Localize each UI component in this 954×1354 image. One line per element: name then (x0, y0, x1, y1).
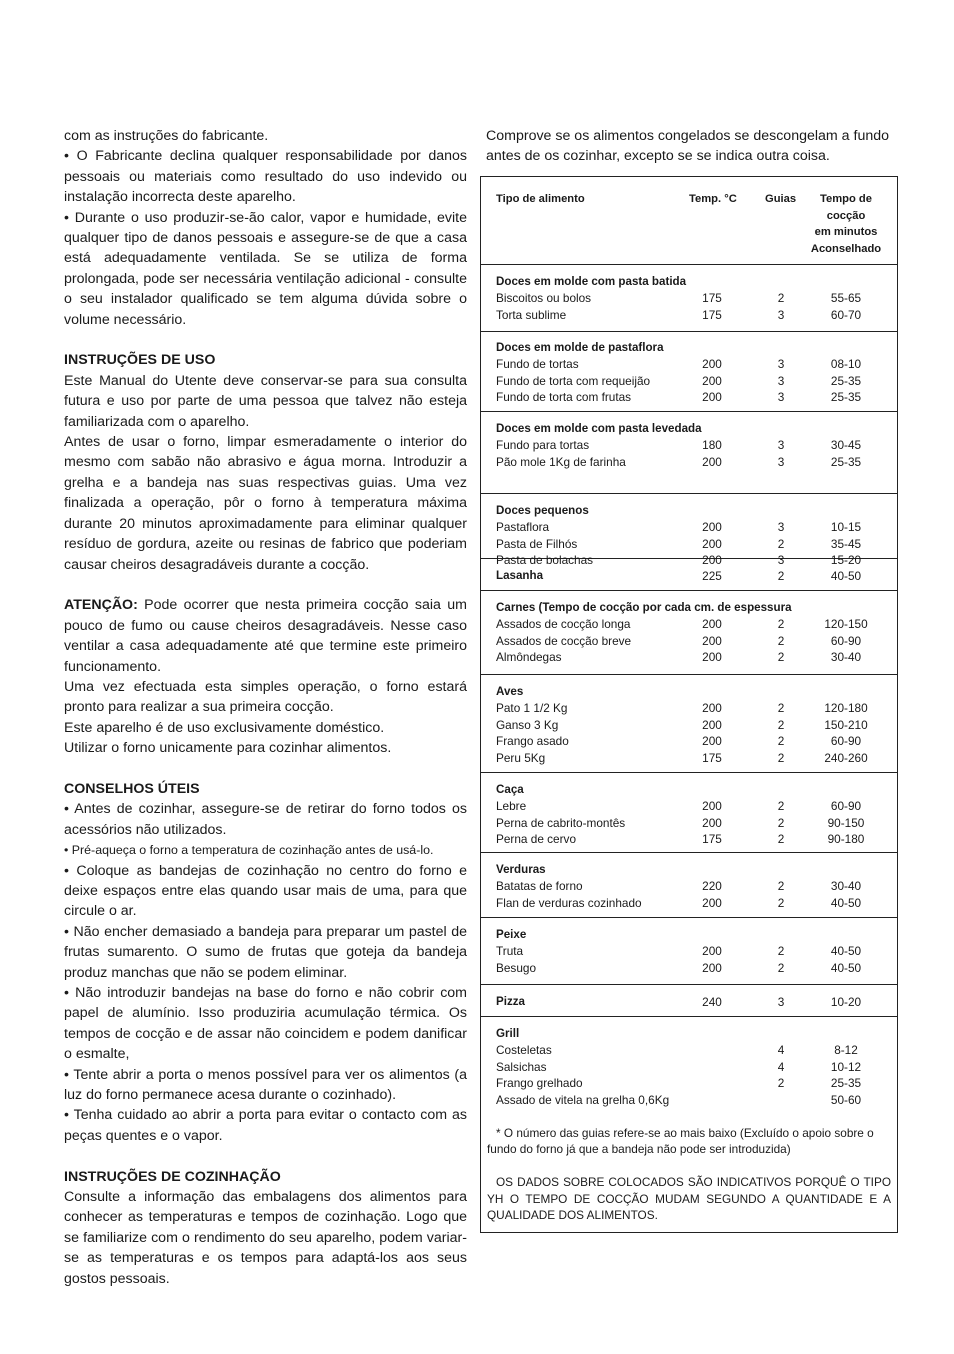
tip-item: • Tente abrir a porta o menos possível para ver os alimentos (a luz do forno permanece acesa durante o cozinhado). (64, 1066, 467, 1104)
cell-time: 8-12 (834, 1043, 858, 1058)
table-row (481, 815, 897, 831)
cell-guides: 2 (777, 617, 785, 632)
table-group (481, 985, 897, 1017)
cell-time: 60-90 (830, 734, 862, 749)
header-food-type: Tipo de alimento (496, 193, 585, 205)
cell-guides: 4 (777, 1043, 785, 1058)
cell-temperature: 200 (702, 815, 722, 830)
cell-temperature: 175 (702, 291, 722, 306)
cell-temperature: 200 (702, 650, 722, 665)
table-row (481, 536, 897, 552)
table-row (481, 733, 897, 749)
cell-time: 35-45 (830, 536, 862, 551)
cell-time: 30-40 (830, 650, 862, 665)
table-group (481, 412, 897, 494)
cell-food-name: Almôndegas (496, 650, 562, 665)
group-title: Doces pequenos (496, 504, 589, 517)
tip-item: • Antes de cozinhar, assegure-se de retirar do forno todos os acessórios não utilizados. (64, 801, 467, 838)
table-row (481, 1042, 897, 1058)
cell-food-name: Lebre (496, 799, 527, 814)
cell-food-name: Assados de cocção breve (496, 633, 632, 648)
cell-guides: 2 (777, 944, 785, 959)
cell-food-name: Pastaflora (496, 520, 550, 535)
cell-time: 60-70 (830, 307, 862, 322)
table-row (481, 1059, 897, 1075)
paragraph: Este aparelho é de uso exclusivamente doméstico. (64, 719, 385, 736)
group-title: Aves (496, 685, 524, 698)
cell-time: 90-180 (827, 832, 865, 847)
cell-food-name: Batatas de forno (496, 879, 583, 894)
table-row (481, 437, 897, 453)
cell-guides: 3 (777, 307, 785, 322)
cell-temperature: 175 (702, 750, 722, 765)
cell-guides: 2 (777, 717, 785, 732)
cell-temperature: 200 (702, 701, 722, 716)
cell-guides: 3 (777, 995, 785, 1009)
cell-temperature: 200 (702, 357, 722, 372)
footnote: * O número das guias refere-se ao mais baixo (Excluído o apoio sobre o fundo do forno já que a bandeja não pode ser introduzida) (487, 1126, 874, 1157)
cell-food-name: Biscoitos ou bolos (496, 291, 592, 306)
cell-time: 40-50 (830, 960, 862, 975)
cell-food-name: Fundo de tortas (496, 357, 579, 372)
paragraph: Consulte a informação das embalagens dos alimentos para conhecer as temperaturas e tempos de cozinhação. Logo que se familiarize com o rendimento do seu aparelho, podem variar-se as temperaturas e os tempos para adaptá-los aos seus gostos pessoais. (64, 1189, 467, 1287)
table-row (481, 649, 897, 665)
cell-food-name: Fundo de torta com requeijão (496, 373, 651, 388)
cell-temperature: 175 (702, 307, 722, 322)
cell-guides: 2 (777, 750, 785, 765)
attention-text: Pode ocorrer que nesta primeira cocção saia um pouco de fumo ou cause cheiros desagradáveis. Nesse caso ventilar a casa adequadamente até que termine este primeiro funcionamento. (64, 597, 467, 675)
cell-temperature: 200 (702, 633, 722, 648)
cell-time: 25-35 (830, 373, 862, 388)
cell-time: 10-20 (830, 995, 862, 1009)
cell-temperature: 225 (702, 569, 722, 583)
cell-temperature: 200 (702, 960, 722, 975)
cell-guides: 2 (777, 815, 785, 830)
group-title: Grill (496, 1027, 520, 1040)
cell-time: 60-90 (830, 633, 862, 648)
cell-time: 25-35 (830, 1076, 862, 1091)
cell-guides: 2 (777, 291, 785, 306)
table-row (481, 700, 897, 716)
tip-item: • Pré-aqueça o forno a temperatura de cozinhação antes de usá-lo. (64, 843, 434, 858)
section-heading-cozinhacao: INSTRUÇÕES DE COZINHAÇÃO (64, 1168, 281, 1185)
group-title: Caça (496, 783, 524, 796)
cell-time: 40-50 (830, 895, 862, 910)
table-group (481, 591, 897, 675)
cell-food-name: Pasta de bolachas (496, 553, 594, 568)
cell-temperature: 200 (702, 617, 722, 632)
header-time-line: Aconselhado (810, 242, 882, 255)
paragraph: • O Fabricante declina qualquer responsabilidade por danos pessoais ou materiais como resultado do uso indevido ou instalação incorrecta deste aparelho. (64, 148, 467, 206)
cell-food-name: Fundo de torta com frutas (496, 390, 632, 405)
group-title: Doces em molde de pastaflora (496, 341, 664, 354)
cell-guides: 3 (777, 357, 785, 372)
table-row (481, 994, 897, 1010)
group-title: Doces em molde com pasta batida (496, 275, 687, 288)
cell-guides: 4 (777, 1059, 785, 1074)
cell-guides: 2 (777, 895, 785, 910)
cooking-table (480, 176, 898, 1233)
cell-temperature: 200 (702, 799, 722, 814)
table-row (481, 568, 897, 584)
table-intro: Comprove se os alimentos congelados se descongelam a fundo antes de os cozinhar, excepto se se indica outra coisa. (486, 128, 890, 165)
table-row (481, 798, 897, 814)
cell-food-name: Pão mole 1Kg de farinha (496, 454, 626, 469)
table-row (481, 960, 897, 976)
cell-time: 40-50 (830, 944, 862, 959)
cell-time: 25-35 (830, 390, 862, 405)
table-row (481, 831, 897, 847)
group-title: Verduras (496, 863, 546, 876)
group-title: Carnes (Tempo de cocção por cada cm. de espessura (496, 601, 792, 614)
table-group (481, 675, 897, 773)
left-column (64, 126, 467, 1289)
cell-temperature: 200 (702, 373, 722, 388)
tip-item: • Coloque as bandejas de cozinhação no centro do forno e deixe espaços entre elas quando usar mais de uma, para que circule o ar. (64, 862, 467, 920)
table-row (481, 895, 897, 911)
header-time-line: em minutos (814, 226, 878, 238)
cell-time: 50-60 (830, 1092, 862, 1107)
cell-time: 120-180 (824, 701, 868, 716)
table-row (481, 519, 897, 535)
cell-food-name: Pato 1 1/2 Kg (496, 701, 568, 716)
cell-temperature: 200 (702, 553, 722, 568)
cell-temperature: 240 (702, 995, 722, 1009)
table-group (481, 559, 897, 591)
tip-item: • Não encher demasiado a bandeja para preparar um pastel de frutas sumarento. O sumo de frutas que goteja da bandeja produz manchas que não se podem eliminar. (64, 923, 467, 981)
group-title: Pizza (496, 995, 525, 1008)
cell-guides: 2 (777, 633, 785, 648)
cell-guides: 3 (777, 454, 785, 469)
cell-food-name: Perna de cabrito-montês (496, 815, 626, 830)
table-notes (487, 1125, 891, 1223)
group-title: Lasanha (496, 569, 544, 582)
attention-paragraph (64, 595, 467, 677)
cell-time: 25-35 (830, 454, 862, 469)
table-group (481, 853, 897, 918)
cell-food-name: Frango grelhado (496, 1076, 583, 1091)
table-header (481, 177, 897, 265)
table-row (481, 373, 897, 389)
cell-temperature: 200 (702, 536, 722, 551)
cell-guides: 2 (777, 1076, 785, 1091)
cell-time: 150-210 (824, 717, 868, 732)
paragraph: Utilizar o forno unicamente para cozinhar alimentos. (64, 740, 392, 757)
table-group (481, 331, 897, 412)
section-heading-uso: INSTRUÇÕES DE USO (64, 352, 216, 369)
paragraph: Uma vez efectuada esta simples operação, o forno estará pronto para realizar a sua primeira cocção. (64, 678, 467, 716)
cell-food-name: Torta sublime (496, 307, 567, 322)
cell-time: 15-20 (830, 553, 862, 568)
table-row (481, 616, 897, 632)
cell-time: 10-12 (830, 1059, 862, 1074)
header-time-line: cocção (826, 209, 866, 222)
table-row (481, 1075, 897, 1091)
cell-time: 240-260 (824, 750, 868, 765)
cell-food-name: Flan de verduras cozinhado (496, 895, 642, 910)
paragraph: com as instruções do fabricante. (64, 128, 269, 144)
cell-temperature: 200 (702, 734, 722, 749)
table-group (481, 265, 897, 332)
cell-temperature: 200 (702, 454, 722, 469)
cell-time: 120-150 (824, 617, 868, 632)
group-title: Peixe (496, 928, 527, 941)
cell-time: 30-40 (830, 879, 862, 894)
cell-food-name: Assado de vitela na grelha 0,6Kg (496, 1092, 670, 1107)
cell-guides: 2 (777, 799, 785, 814)
cell-temperature: 220 (702, 879, 722, 894)
header-time-line: Tempo de (819, 193, 872, 205)
table-row (481, 307, 897, 323)
cell-temperature: 180 (702, 438, 722, 453)
cell-food-name: Fundo para tortas (496, 438, 590, 453)
disclaimer: OS DADOS SOBRE COLOCADOS SÃO INDICATIVOS PORQUÊ O TIPO YH O TEMPO DE COCÇÃO MUDAM SEGUNDO A QUANTIDADE E A QUALIDADE DOS ALIMENTOS. (487, 1175, 891, 1223)
cell-food-name: Besugo (496, 960, 537, 975)
cell-guides: 2 (777, 650, 785, 665)
table-row (481, 878, 897, 894)
table-row (481, 389, 897, 405)
cell-temperature: 200 (702, 717, 722, 732)
group-title: Doces em molde com pasta levedada (496, 422, 702, 435)
cell-food-name: Pasta de Filhós (496, 536, 578, 551)
table-group (481, 773, 897, 853)
section-heading-conselhos: CONSELHOS ÚTEIS (64, 780, 200, 797)
cell-food-name: Salsichas (496, 1059, 547, 1074)
cell-guides: 2 (777, 879, 785, 894)
table-group (481, 494, 897, 568)
table-row (481, 717, 897, 733)
cell-time: 10-15 (830, 520, 862, 535)
table-group (481, 1017, 897, 1117)
cell-food-name: Peru 5Kg (496, 750, 546, 765)
header-guides: Guias (765, 193, 797, 205)
cell-guides: 2 (777, 832, 785, 847)
cell-temperature: 200 (702, 895, 722, 910)
cell-temperature: 200 (702, 390, 722, 405)
cell-time: 90-150 (827, 815, 865, 830)
cell-time: 55-65 (830, 291, 862, 306)
table-row (481, 290, 897, 306)
cell-temperature: 200 (702, 520, 722, 535)
paragraph: Antes de usar o forno, limpar esmeradamente o interior do mesmo com sabão não abrasivo e água morna. Introduzir a grelha e a bandeja nas suas respectivas guias. Uma vez finalizada a operação, pôr o forno à temperatura máxima durante 20 minutos aproximadamente para eliminar qualquer resíduo de gordura, azeite ou resinas de fabrico que poderiam causar cheiros desagradáveis durante a cocção. (64, 434, 467, 573)
paragraph: Este Manual do Utente deve conservar-se para sua consulta futura e uso por parte de uma pessoa que talvez não esteja familiarizada com o aparelho. (64, 372, 467, 430)
cell-food-name: Frango asado (496, 734, 569, 749)
cell-time: 08-10 (830, 357, 862, 372)
cell-guides: 2 (777, 569, 785, 583)
header-cooking-time (801, 191, 891, 257)
tip-item: • Não introduzir bandejas na base do forno e não cobrir com papel de alumínio. Isso produziria acumulação térmica. Os tempos de cocção e de assar não coincidem e podem danificar o esmalte, (64, 985, 467, 1063)
table-row (481, 943, 897, 959)
table-row (481, 454, 897, 470)
table-row (481, 356, 897, 372)
cell-time: 60-90 (830, 799, 862, 814)
cell-guides: 3 (777, 373, 785, 388)
cell-guides: 2 (777, 960, 785, 975)
header-temperature: Temp. °C (689, 193, 737, 205)
cell-food-name: Truta (496, 944, 524, 959)
table-row (481, 750, 897, 766)
table-row (481, 1092, 897, 1108)
cell-guides: 3 (777, 520, 785, 535)
cell-guides: 2 (777, 734, 785, 749)
attention-label: ATENÇÃO: (64, 597, 138, 614)
table-group (481, 918, 897, 985)
cell-food-name: Perna de cervo (496, 832, 577, 847)
cell-guides: 2 (777, 536, 785, 551)
table-row (481, 633, 897, 649)
cell-guides: 3 (777, 438, 785, 453)
paragraph: • Durante o uso produzir-se-ão calor, vapor e humidade, evite qualquer tipo de danos pessoais e assegure-se de que a casa está adequadamente ventilada. Se se utiliza de forma prolongada, pode ser necessária ventilação adicional - consulte o seu instalador qualificado se tem alguma dúvida sobre o volume necessário. (64, 209, 467, 328)
cell-food-name: Costeletas (496, 1043, 552, 1058)
cell-guides: 3 (777, 553, 785, 568)
cell-time: 40-50 (830, 569, 862, 583)
cell-temperature: 200 (702, 944, 722, 959)
cell-guides: 3 (777, 390, 785, 405)
cell-temperature: 175 (702, 832, 722, 847)
cell-food-name: Assados de cocção longa (496, 617, 631, 632)
cell-time: 30-45 (830, 438, 862, 453)
cell-guides: 2 (777, 701, 785, 716)
cell-food-name: Ganso 3 Kg (496, 717, 559, 732)
tip-item: • Tenha cuidado ao abrir a porta para evitar o contacto com as peças quentes e o vapor. (64, 1107, 467, 1144)
